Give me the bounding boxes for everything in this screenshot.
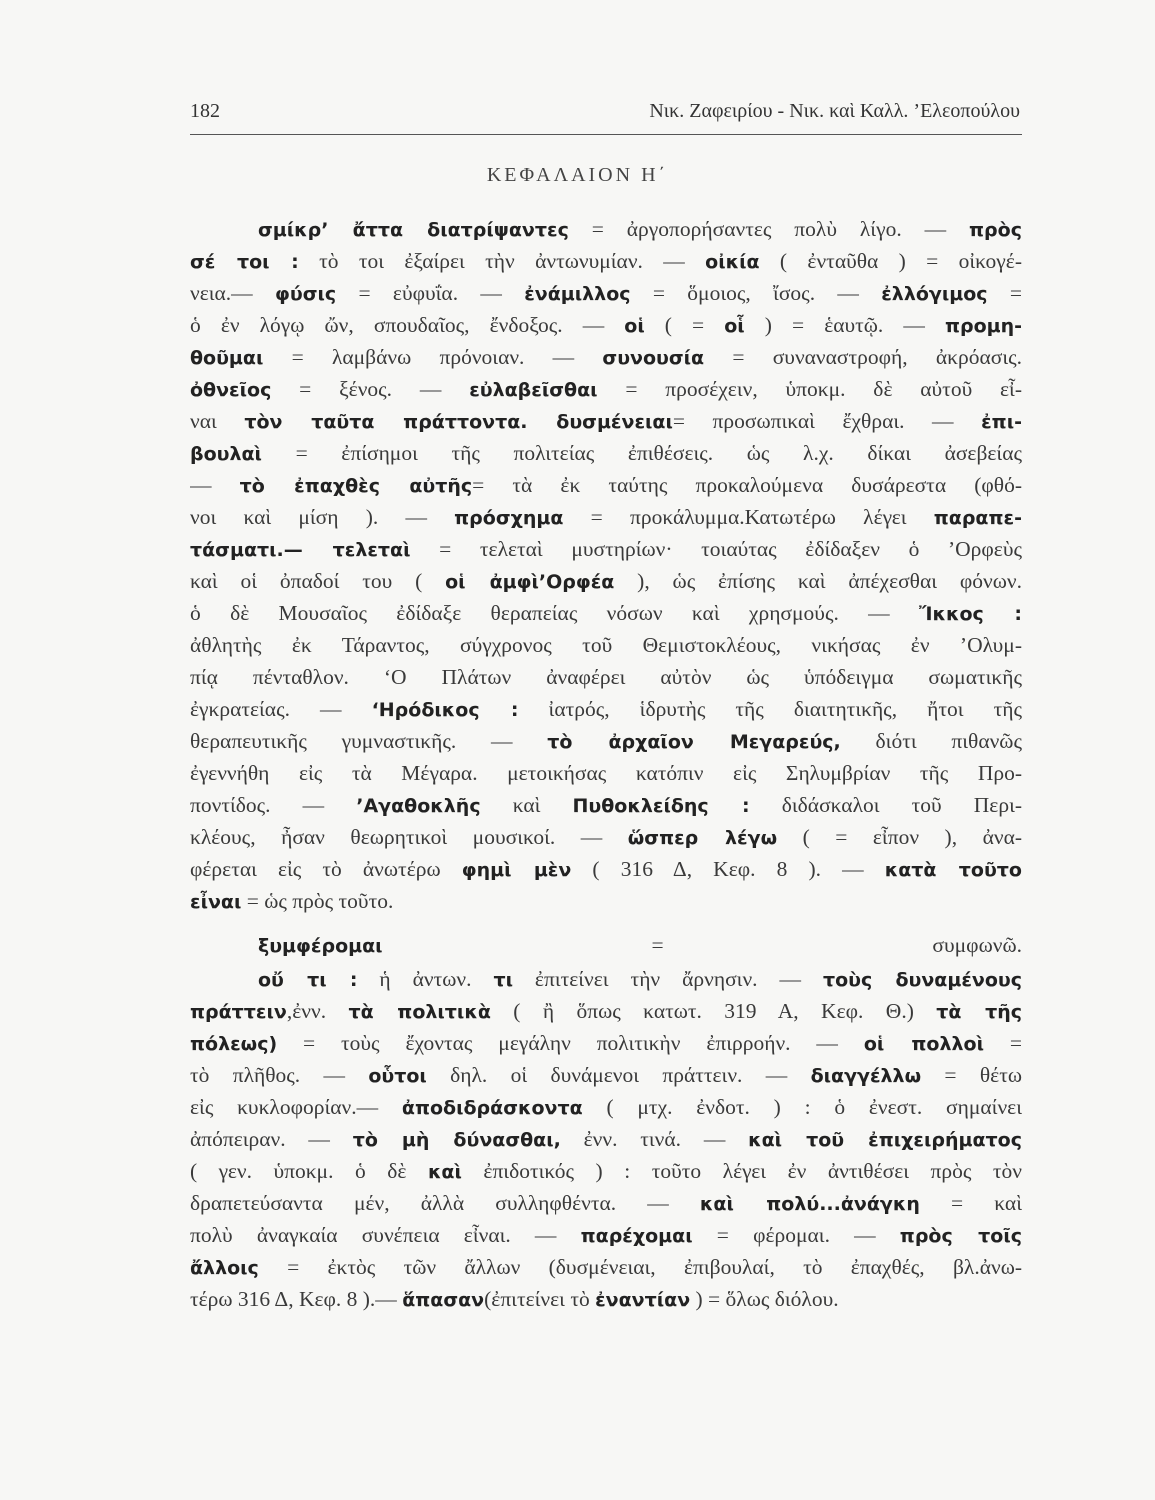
gloss-text: πίᾳ πένταθλον. ‘Ο Πλάτων ἀναφέρει αὐτὸν ὡς ὑπόδειγμα σωματικῆς [190, 665, 1022, 689]
header-rule [190, 134, 1022, 135]
lemma-term: τι [493, 969, 513, 991]
gloss-text: = προσωπικαὶ ἔχθραι. — [672, 409, 982, 433]
lemma-term: προμη- [944, 315, 1022, 337]
gloss-text: ( γεν. ὑποκμ. ὁ δὲ [190, 1159, 428, 1183]
lemma-term: πόλεως) [190, 1033, 278, 1055]
text-line [190, 278, 1022, 309]
text-line [190, 694, 1022, 725]
gloss-text: ἐγκρατείας. — [190, 697, 372, 721]
text-line [190, 470, 1022, 501]
lemma-term: ἐπι- [981, 411, 1022, 433]
gloss-text: ὁ ἐν λόγῳ ὤν, σπουδαῖος, ἔνδοξος. — [190, 313, 625, 337]
lemma-term: καὶ πολύ...ἀνάγκη [699, 1193, 920, 1215]
text-line [190, 790, 1022, 821]
lemma-term: συνουσία [602, 347, 705, 369]
lemma-term: οἰκία [705, 251, 760, 273]
gloss-text: = συμφωνῶ. [382, 933, 1022, 957]
lemma-term: οἱ πολλοὶ [863, 1033, 984, 1055]
gloss-text: = ἐπίσημοι τῆς πολιτείας ἐπιθέσεις. ὡς λ.χ. δίκαι ἀσεβείας [261, 441, 1022, 465]
lemma-term: ‘Ηρόδικος : [371, 699, 519, 721]
lemma-term: ἀποδιδράσκοντα [401, 1097, 583, 1119]
gloss-text: = τὰ ἐκ ταύτης προκαλούμενα δυσάρεστα (φθό- [472, 473, 1022, 497]
lemma-term: τὸ ἀρχαῖον Μεγαρεύς, [547, 731, 841, 753]
gloss-text: = συναναστροφή, ἀκρόασις. [704, 345, 1022, 369]
gloss-text: = ὅμοιος, ἴσος. — [630, 281, 882, 305]
lemma-term: οἱ [624, 315, 645, 337]
lemma-term: σμίκρ’ ἄττα διατρίψαντες [258, 219, 569, 241]
lemma-term: ἐλλόγιμος [881, 283, 988, 305]
text-line [190, 758, 1022, 788]
gloss-text: = προσέχειν, ὑποκμ. δὲ αὐτοῦ εἶ- [597, 377, 1022, 401]
lemma-term: πράττειν [190, 1001, 287, 1023]
gloss-text: ) = ὅλως διόλου. [690, 1287, 839, 1311]
lemma-term: παραπε- [933, 507, 1022, 529]
lemma-term: φύσις [275, 283, 337, 305]
gloss-text: ἰατρός, ἱδρυτὴς τῆς διαιτητικῆς, ἤτοι τῆς [518, 697, 1022, 721]
text-line [190, 1220, 1022, 1251]
lemma-term: ἐνάμιλλος [524, 283, 631, 305]
lemma-term: ξυμφέρομαι [258, 935, 383, 957]
lemma-term: οἷ [724, 315, 745, 337]
lemma-term: Ἴκκος : [918, 603, 1022, 625]
text-line [190, 996, 1022, 1027]
gloss-text: ( 316 Δ, Κεφ. 8 ). — [571, 857, 885, 881]
gloss-text: ὁ δὲ Μουσαῖος ἐδίδαξε θεραπείας νόσων καὶ χρησμούς. — [190, 601, 919, 625]
lemma-term: ὀθνεῖος [190, 379, 272, 401]
gloss-text: = εὐφυΐα. — [336, 281, 525, 305]
gloss-text: ἐγεννήθη εἰς τὰ Μέγαρα. μετοικήσας κατόπιν εἰς Σηλυμβρίαν τῆς Προ- [190, 761, 1022, 785]
gloss-text: = [983, 1031, 1022, 1055]
lemma-term: παρέχομαι [580, 1225, 693, 1247]
text-line [190, 886, 1022, 917]
text-line [190, 438, 1022, 469]
lemma-term: φημὶ μὲν [461, 859, 572, 881]
lemma-term: πρόσχημα [454, 507, 564, 529]
lemma-term: τάσματι.— τελεταὶ [190, 539, 411, 561]
gloss-text: = τελεταὶ μυστηρίων· τοιαύτας ἐδίδαξεν ὁ ’Ορφεὺς [410, 537, 1022, 561]
text-line [190, 1092, 1022, 1123]
gloss-text: καὶ [480, 793, 573, 817]
text-line [190, 246, 1022, 277]
lemma-term: τὸν ταῦτα πράττοντα. δυσμένειαι [244, 411, 673, 433]
gloss-text: (ἐπιτείνει τὸ [484, 1287, 596, 1311]
text-line [190, 726, 1022, 757]
lemma-term: τοὺς δυναμένους [822, 969, 1022, 991]
lemma-term: τὸ μὴ δύνασθαι, [352, 1129, 561, 1151]
chapter-title: ΚΕΦΑΛΑΙΟΝ Η΄ [486, 164, 669, 186]
lemma-term: τὰ τῆς [936, 1001, 1022, 1023]
lemma-term: τὸ ἐπαχθὲς αὐτῆς [239, 475, 473, 497]
gloss-text: ( = εἶπον ), ἀνα- [777, 825, 1022, 849]
gloss-text: = ὡς πρὸς τοῦτο. [241, 889, 394, 913]
text-line [190, 1156, 1022, 1187]
text-line [258, 930, 1022, 961]
text-line [190, 1028, 1022, 1059]
gloss-text: δηλ. οἱ δυνάμενοι πράττειν. — [426, 1063, 811, 1087]
text-line [190, 534, 1022, 565]
gloss-text: εἰς κυκλοφορίαν.— [190, 1095, 402, 1119]
lemma-term: διαγγέλλω [810, 1065, 922, 1087]
gloss-text: ἀθλητὴς ἐκ Τάραντος, σύγχρονος τοῦ Θεμιστοκλέους, νικήσας ἐν ’Ολυμ- [190, 633, 1022, 657]
lemma-term: πρὸς τοῖς [899, 1225, 1022, 1247]
gloss-text: ), ὡς ἐπίσης καὶ ἀπέχεσθαι φόνων. [614, 569, 1022, 593]
lemma-term: κατὰ τοῦτο [884, 859, 1022, 881]
gloss-text: πολὺ ἀναγκαία συνέπεια εἶναι. — [190, 1223, 581, 1247]
gloss-text: νεια.— [190, 281, 275, 305]
gloss-text: ἀπόπειραν. — [190, 1127, 353, 1151]
gloss-text: ἐπιδοτικός ) : τοῦτο λέγει ἐν ἀντιθέσει πρὸς τὸν [461, 1159, 1022, 1183]
gloss-text: τέρω 316 Δ, Κεφ. 8 ).— [190, 1287, 403, 1311]
gloss-text: δραπετεύσαντα μέν, ἀλλὰ συλληφθέντα. — [190, 1191, 700, 1215]
lemma-term: εἶναι [190, 891, 242, 913]
gloss-text: ) = ἑαυτῷ. — [744, 313, 945, 337]
gloss-text: = ἐκτὸς τῶν ἄλλων (δυσμένειαι, ἐπιβουλαί, τὸ ἐπαχθές, βλ.ἀνω- [258, 1255, 1022, 1279]
text-line [190, 1188, 1022, 1219]
lemma-term: σέ τοι : [190, 251, 299, 273]
lemma-term: οὗτοι [368, 1065, 427, 1087]
lemma-term: βουλαὶ [190, 443, 262, 465]
gloss-text: διδάσκαλοι τοῦ Περι- [749, 793, 1022, 817]
text-line [190, 822, 1022, 853]
text-line [190, 566, 1022, 597]
lemma-term: ’Αγαθοκλῆς [356, 795, 481, 817]
gloss-text: = προκάλυμμα.Κατωτέρω λέγει [563, 505, 934, 529]
gloss-text: ναι [190, 409, 245, 433]
lemma-term: πρὸς [969, 219, 1022, 241]
gloss-text: τὸ πλῆθος. — [190, 1063, 369, 1087]
gloss-text: κλέους, ἦσαν θεωρητικοὶ μουσικοί. — [190, 825, 628, 849]
gloss-text: καὶ οἱ ὀπαδοί του ( [190, 569, 446, 593]
text-line [258, 964, 1022, 995]
gloss-text: ποντίδος. — [190, 793, 357, 817]
lemma-term: καὶ τοῦ ἐπιχειρήματος [748, 1129, 1022, 1151]
text-line [190, 1060, 1022, 1091]
text-line [190, 342, 1022, 373]
gloss-text: = ἀργοπορήσαντες πολὺ λίγο. — [568, 217, 970, 241]
lemma-term: ἅπασαν [402, 1289, 485, 1311]
text-line [190, 662, 1022, 692]
text-line [190, 1252, 1022, 1283]
lemma-term: καὶ [427, 1161, 462, 1183]
text-line [190, 630, 1022, 660]
gloss-text: = [987, 281, 1022, 305]
text-line [190, 1284, 1022, 1315]
gloss-text: ( ἐνταῦθα ) = οἰκογέ- [759, 249, 1022, 273]
page-number: 182 [190, 100, 220, 122]
text-line [190, 598, 1022, 629]
gloss-text: ( ἢ ὅπως κατωτ. 319 Α, Κεφ. Θ.) [490, 999, 937, 1023]
text-line [258, 214, 1022, 245]
lemma-term: οὔ τι : [258, 969, 358, 991]
text-line [190, 1124, 1022, 1155]
gloss-text: θεραπευτικῆς γυμναστικῆς. — [190, 729, 548, 753]
lemma-term: Πυθοκλείδης : [572, 795, 750, 817]
lemma-term: ὥσπερ λέγω [627, 827, 778, 849]
gloss-text: ,ἐνν. [286, 999, 349, 1023]
text-line [190, 310, 1022, 341]
gloss-text: = καὶ [919, 1191, 1022, 1215]
text-line [190, 854, 1022, 885]
text-line [190, 374, 1022, 405]
gloss-text: ( = [644, 313, 725, 337]
gloss-text: = τοὺς ἔχοντας μεγάλην πολιτικὴν ἐπιρροήν. — [277, 1031, 864, 1055]
gloss-text: ἐπιτείνει τὴν ἄρνησιν. — [512, 967, 823, 991]
lemma-term: θοῦμαι [190, 347, 264, 369]
running-head-authors: Νικ. Ζαφειρίου - Νικ. καὶ Καλλ. ’Ελεοπούλου [649, 100, 1020, 122]
gloss-text: φέρεται εἰς τὸ ἀνωτέρω [190, 857, 462, 881]
gloss-text: = θέτω [921, 1063, 1022, 1087]
gloss-text: ( μτχ. ἐνδοτ. ) : ὁ ἐνεστ. σημαίνει [582, 1095, 1022, 1119]
lemma-term: τὰ πολιτικὰ [348, 1001, 491, 1023]
gloss-text: = φέρομαι. — [692, 1223, 900, 1247]
gloss-text: ἡ ἀντων. [357, 967, 494, 991]
running-head [190, 100, 1020, 123]
lemma-term: ἄλλοις [190, 1257, 259, 1279]
text-line [190, 406, 1022, 437]
gloss-text: ἐνν. τινά. — [560, 1127, 749, 1151]
gloss-text: διότι πιθανῶς [840, 729, 1022, 753]
lemma-term: οἱ ἀμφὶ’Ορφέα [445, 571, 615, 593]
gloss-text: = λαμβάνω πρόνοιαν. — [263, 345, 603, 369]
gloss-text: — [190, 473, 240, 497]
gloss-text: τὸ τοι ἐξαίρει τὴν ἀντωνυμίαν. — [298, 249, 706, 273]
lemma-term: ἐναντίαν [595, 1289, 691, 1311]
text-line [190, 502, 1022, 533]
gloss-text: = ξένος. — [271, 377, 470, 401]
gloss-text: νοι καὶ μίση ). — [190, 505, 455, 529]
lemma-term: εὐλαβεῖσθαι [469, 379, 598, 401]
